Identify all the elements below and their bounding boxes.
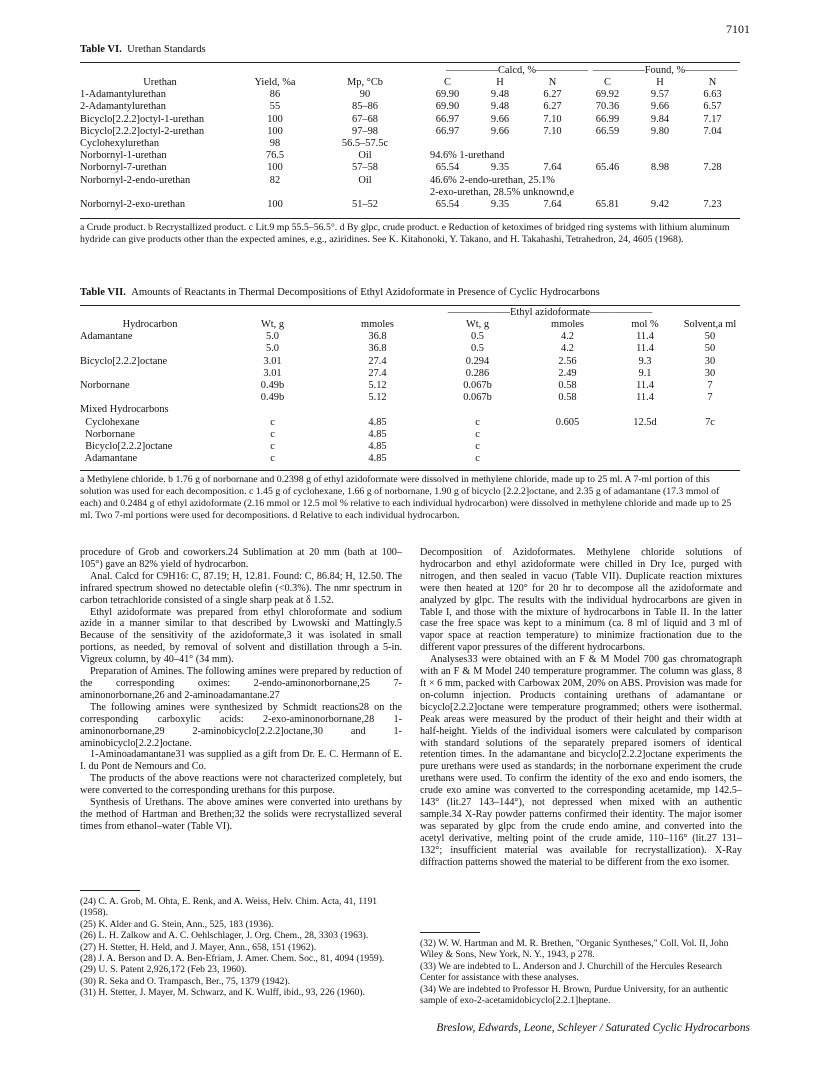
table-cell [525, 441, 610, 453]
table-cell: 27.4 [368, 355, 387, 367]
table-cell [610, 404, 680, 416]
table-cell: 55 [269, 101, 281, 113]
table-cell: 51–52 [352, 199, 378, 211]
table-cell [80, 343, 220, 355]
table-cell: 9.48 [490, 101, 510, 113]
paragraph: Anal. Calcd for C9H16: C, 87.19; H, 12.81. Found: C, 86.84; H, 12.50. The infrared spectrum showed no detectable olefin (<0.3%). The nmr spectrum in carbon tetrachloride consisted of a single sharp peak at δ 1.52. [80, 570, 402, 606]
right-references [420, 938, 742, 1006]
table-cell: Bicyclo[2.2.2]octyl-1-urethan [80, 113, 205, 125]
table-cell: 7.64 [543, 162, 562, 174]
table-cell: 4.85 [368, 428, 387, 440]
table-cell: c [270, 453, 275, 465]
table-cell: 0.605 [555, 416, 580, 428]
left-references [80, 896, 402, 999]
table-cell: Mixed Hydrocarbons [80, 404, 169, 416]
running-footer: Breslow, Edwards, Leone, Schleyer / Saturated Cyclic Hydrocarbons [436, 1022, 750, 1034]
table7-bottom-rule [80, 470, 740, 471]
table-row [80, 404, 740, 416]
table-row [80, 331, 740, 343]
table-cell: 30 [704, 355, 716, 367]
table-cell: 46.6% 2-endo-urethan, 25.1% [430, 174, 555, 186]
table-cell: 3.01 [263, 367, 282, 379]
table6-found-group: —————Found, %————— [592, 65, 738, 76]
table-cell: c [475, 416, 480, 428]
paragraph: procedure of Grob and coworkers.24 Sublimation at 20 mm (bath at 100–105°) gave an 82% yield of hydrocarbon. [80, 547, 402, 570]
table-cell: 69.90 [435, 101, 460, 113]
table-cell: 65.46 [595, 162, 620, 174]
table-cell: 66.97 [435, 113, 460, 125]
table-row [80, 101, 740, 113]
table-row [80, 199, 740, 211]
table-cell [680, 429, 740, 441]
table-cell: 9.35 [490, 199, 510, 211]
reference-item: (33) We are indebted to L. Anderson and J. Churchill of the Hercules Research Center for assistance with these analyses. [420, 960, 722, 984]
table-cell: 8.98 [650, 162, 670, 174]
table7-header-cell: Wt, g [465, 319, 490, 330]
table6-header-cell: C [444, 77, 451, 88]
table-cell: 0.58 [558, 392, 577, 404]
table7 [80, 319, 740, 465]
table7-footnote: a Methylene chloride. b 1.76 g of norbornane and 0.2398 g of ethyl azidoformate were dissolved in methylene chloride, made up to 25 ml. A 7-ml portion of this solution was used for each decomposition. c 1.45 g of cyclohexane, 1.66 g of norbornane, 1.90 g of bicyclo [2.2.2]octane, and 2.35 g of adamantane (17.3 mmol of each) and 0.2484 g of ethyl azidoformate (2.16 mmol or 12.5 mol % relative to each individual hydrocarbon) were dissolved in methylene chloride and made up to 25 ml. Two 7-ml portions were used for decompositions. d Relative to each individual hydrocarbon. [80, 474, 732, 521]
table-cell [325, 404, 430, 416]
table-cell: 100 [267, 162, 283, 174]
table-cell: 70.36 [595, 101, 620, 113]
table-cell: 5.12 [368, 380, 387, 392]
table-cell: 27.4 [368, 367, 387, 379]
table-cell: 0.286 [465, 367, 490, 379]
table-cell: 11.4 [636, 343, 654, 355]
table7-header-cell: Solvent,a ml [683, 319, 737, 330]
table6-header-cell: N [548, 77, 557, 88]
table-cell [420, 138, 475, 150]
table-cell: 90 [359, 89, 371, 101]
table6-caption [80, 44, 206, 55]
table-cell: Norbornyl-2-exo-urethan [80, 199, 186, 211]
table6-header-cell: Mp, °Cb [347, 77, 383, 88]
table-row [80, 429, 740, 441]
table7-caption-text: Amounts of Reactants in Thermal Decompositions of Ethyl Azidoformate in Presence of Cyclic Hydrocarbons [131, 287, 600, 298]
table-cell: c [475, 441, 480, 453]
table-cell: 50 [704, 331, 716, 343]
table-cell: 57–58 [352, 162, 378, 174]
table7-header-cell: mmoles [551, 319, 584, 330]
table-cell: 82 [269, 174, 281, 186]
table-cell [610, 441, 680, 453]
table-cell: 9.42 [650, 199, 670, 211]
table-cell: 5.0 [266, 331, 279, 343]
paragraph: Synthesis of Urethans. The above amines were converted into urethans by the method of Hartman and Brethen;32 the solids were recrystallized several times from ethanol–water (Table VI). [80, 797, 402, 832]
table6 [80, 77, 740, 211]
table-cell: 69.92 [595, 89, 620, 101]
table-cell: 66.97 [435, 125, 460, 137]
table7-body [80, 331, 740, 465]
table-cell: Bicyclo[2.2.2]octyl-2-urethan [80, 125, 205, 137]
table-cell: c [475, 453, 480, 465]
table-cell [430, 404, 525, 416]
table-cell [685, 138, 740, 150]
table-cell: 5.12 [368, 392, 387, 404]
table-cell: Oil [358, 150, 372, 162]
table-cell: Adamantane [80, 453, 138, 465]
table-cell [680, 453, 740, 465]
table-cell [525, 429, 610, 441]
table-cell: 9.66 [650, 101, 670, 113]
table-cell: 9.57 [650, 89, 670, 101]
table6-caption-label: Table VI. [80, 44, 122, 55]
reference-item: (28) J. A. Berson and D. A. Ben-Efriam, J. Amer. Chem. Soc., 81, 4094 (1959). [80, 953, 385, 965]
table-row [80, 162, 740, 174]
right-refs-rule [420, 932, 480, 933]
table-cell: 12.5d [633, 416, 657, 428]
table6-top-rule [80, 62, 740, 63]
table-cell: 2-Adamantylurethan [80, 101, 166, 113]
table-cell: 6.27 [543, 89, 562, 101]
table-cell: 9.35 [490, 162, 510, 174]
reference-item: (31) H. Stetter, J. Mayer, M. Schwarz, and K. Wulff, ibid., 93, 226 (1960). [80, 987, 365, 999]
table-cell: Adamantane [80, 331, 133, 343]
table-cell: Norbornane [80, 380, 130, 392]
paragraph: The products of the above reactions were not characterized completely, but were converted to the corresponding urethans for this purpose. [80, 773, 402, 797]
table-cell: 0.294 [465, 355, 490, 367]
table-cell: 7.28 [703, 162, 722, 174]
table6-header-cell: C [604, 77, 611, 88]
reference-item: (29) U. S. Patent 2,926,172 (Feb 23, 1960). [80, 964, 247, 976]
paragraph: Ethyl azidoformate was prepared from ethyl chloroformate and sodium azide in a manner similar to that described by Lwowski and Mattingly.5 Because of the sensitivity of the azidoformate,3 it was isolated in small portions, as needed, by removal of solvent and distillation through a 5-in. Vigreux column, by 40–41° (34 mm). [80, 606, 402, 666]
table-cell: c [475, 428, 480, 440]
table-row [80, 441, 740, 453]
table-cell [580, 138, 635, 150]
table-cell: 9.84 [650, 113, 670, 125]
table-cell: 1-Adamantylurethan [80, 89, 166, 101]
table-cell: 11.4 [636, 331, 654, 343]
table-cell: 0.49b [260, 380, 285, 392]
table-cell: 7.23 [703, 199, 722, 211]
table6-header-cell: N [708, 77, 717, 88]
table-cell [80, 392, 220, 404]
table-cell: 65.54 [435, 199, 460, 211]
table-cell: 6.63 [703, 89, 722, 101]
table-cell: Bicyclo[2.2.2]octane [80, 355, 168, 367]
table-cell: 9.80 [650, 125, 670, 137]
table-row [80, 187, 740, 199]
table-cell: 0.5 [471, 343, 484, 355]
table-cell: 11.4 [636, 392, 654, 404]
reference-item: (26) L. H. Zalkow and A. C. Oehlschlager, J. Org. Chem., 28, 3303 (1963). [80, 930, 369, 942]
right-column-text [420, 547, 742, 868]
table-cell [80, 368, 220, 380]
table6-caption-text: Urethan Standards [127, 44, 206, 55]
table-cell: 30 [704, 367, 716, 379]
table-cell: 4.2 [561, 331, 574, 343]
table-cell [310, 187, 420, 199]
table-cell [610, 429, 680, 441]
table-cell: 65.54 [435, 162, 460, 174]
table7-header-cell: Wt, g [260, 319, 285, 330]
table-cell [680, 404, 740, 416]
table-cell: 98 [269, 138, 281, 150]
table-cell [525, 453, 610, 465]
table-cell [475, 138, 525, 150]
paragraph: Analyses33 were obtained with an F & M Model 700 gas chromatograph with an F & M Model 240 temperature programmer. The column was glass, 8 ft × 6 mm, packed with Carbowax 20M, 20% on ABS. Provision was made for on-column injection. Products containing urethans of adamantane or bicyclo[2.2.2]octane were temperature programmed; others were isothermal. Peak areas were measured by the product of their height and their width at half-height. Yields of the individual isomers were calculated by comparison with standard solutions of the separately prepared isomers of identical retention times. In the adamantane and bicyclo[2.2.2]octane experiments the pure urethans were used as standards; in the norbornane experiment the crude urethans were used. To confirm the identity of the exo and endo isomers, the crude exo amine was converted to the corresponding acetamide, mp 142.5–143° (lit.27 143–144°), not depressed when mixed with an authentic sample.34 X-Ray powder patterns confirmed their identity. The major isomer was separated by glpc from the crude endo amine, and converted into the acetyl derivative, melting point of the crude amide, 110–116° (lit.27 131–132°; insufficient material was available for recrystallization). X-Ray diffraction patterns showed the material to be different from the exo isomer. [420, 654, 742, 868]
table-row [80, 150, 740, 162]
reference-item: (24) C. A. Grob, M. Ohta, E. Renk, and A. Weiss, Helv. Chim. Acta, 41, 1191 (1958). [80, 896, 378, 919]
table6-header-cell: H [496, 77, 504, 88]
table-cell: 9.1 [638, 367, 652, 379]
table-row [80, 89, 740, 101]
table-cell: 0.49b [260, 392, 285, 404]
table-cell: Cyclohexane [80, 416, 140, 428]
table-cell: 86 [269, 89, 281, 101]
table-cell: 7.04 [703, 125, 722, 137]
table-cell [610, 453, 680, 465]
table-cell: 0.5 [471, 331, 484, 343]
table-cell: 4.2 [561, 343, 574, 355]
table7-header-cell: Hydrocarbon [122, 319, 178, 330]
table-cell: 97–98 [352, 125, 378, 137]
paragraph: The following amines were synthesized by Schmidt reactions28 on the corresponding carboxylic acids: 2-exo-aminonorbornane,28 1-aminonorbornane,29 2-aminobicyclo[2.2.2]octane,30 and 1-aminobicyclo[2.2.2]octane. [80, 701, 402, 749]
table-cell: 7 [707, 392, 713, 404]
table-cell: 11.4 [636, 380, 654, 392]
reference-item: (34) We are indebted to Professor H. Brown, Purdue University, for an authentic sample of exo-2-acetamidobicyclo[2.2.1]heptane. [420, 983, 729, 1007]
table-cell: 4.85 [368, 453, 387, 465]
table-row [80, 114, 740, 126]
table6-bottom-rule [80, 218, 740, 219]
table-cell [635, 138, 685, 150]
table7-header-cell: mol % [631, 319, 659, 330]
table6-header-cell: H [656, 77, 664, 88]
paragraph: Decomposition of Azidoformates. Methylene chloride solutions of hydrocarbon and ethyl azidoformate were chilled in Dry Ice, purged with nitrogen, and then sealed in vacuo (Table VII). Duplicate reaction mixtures were then heated at 120° for 20 hr to decompose all the azidoformate and analyzed by glpc. The results with the individual hydrocarbons are given in Table I, and those with the mixture of hydrocarbons in Table II. In the latter case the free space was kept to a minimum (ca. 8 ml of liquid and 3 ml of vapor space at reaction temperature) to minimize fractionation due to the different vapor pressures of the different hydrocarbons. [420, 547, 742, 654]
table-cell: Norbornane [80, 428, 135, 440]
table-cell: Norbornyl-7-urethan [80, 162, 167, 174]
table-cell: 6.57 [703, 101, 722, 113]
table-cell [240, 187, 310, 199]
table-cell: 4.85 [368, 441, 387, 453]
table-cell: 76.5 [265, 150, 285, 162]
table-cell: 5.0 [266, 343, 279, 355]
table-cell: 0.067b [463, 380, 492, 392]
table-row [80, 175, 740, 187]
table-cell: 56.5–57.5c [341, 138, 389, 150]
table-row [80, 453, 740, 465]
table-cell [525, 404, 610, 416]
table-cell: 100 [267, 199, 283, 211]
table-cell: 85–86 [352, 101, 378, 113]
table-cell: 2-exo-urethan, 28.5% unknownd,e [430, 186, 574, 198]
left-refs-rule [80, 890, 140, 891]
table-cell: c [270, 441, 275, 453]
reference-item: (25) K. Alder and G. Stein, Ann., 525, 183 (1936). [80, 918, 274, 930]
table-cell [80, 187, 240, 199]
reference-item: (27) H. Stetter, H. Held, and J. Mayer, Ann., 658, 151 (1962). [80, 941, 317, 953]
table-cell: 9.3 [638, 355, 652, 367]
table-cell: 2.49 [558, 367, 577, 379]
table-row [80, 343, 740, 355]
table-cell: 9.66 [490, 113, 510, 125]
table-cell: Bicyclo[2.2.2]octane [80, 441, 173, 453]
table-cell: 7.17 [703, 113, 722, 125]
table-cell: 66.99 [595, 113, 620, 125]
table-cell: c [270, 416, 275, 428]
table-cell: 7c [705, 416, 715, 428]
table-cell: 0.58 [558, 380, 577, 392]
table7-top-rule [80, 305, 740, 306]
table-cell: 67–68 [352, 113, 378, 125]
table6-header [80, 77, 740, 89]
table-cell [680, 441, 740, 453]
table-cell: Oil [358, 174, 372, 186]
table-cell: 4.85 [368, 416, 387, 428]
table-cell: 94.6% 1-urethand [430, 150, 505, 162]
table-cell: 3.01 [263, 355, 282, 367]
table-cell: 100 [267, 113, 283, 125]
table6-header-cell: Urethan [143, 77, 177, 88]
table-row [80, 380, 740, 392]
table-cell: 7.10 [543, 125, 562, 137]
table-cell: Norbornyl-2-endo-urethan [80, 174, 191, 186]
table-cell: 7 [707, 380, 713, 392]
table6-header-cell: Yield, %a [254, 77, 296, 88]
table-cell: c [270, 428, 275, 440]
table-cell: Cyclohexylurethan [80, 138, 160, 150]
table-row [80, 392, 740, 404]
table-cell: 36.8 [368, 343, 387, 355]
table-cell: 100 [267, 125, 283, 137]
table-cell: 7.64 [543, 199, 562, 211]
table6-footnote: a Crude product. b Recrystallized product. c Lit.9 mp 55.5–56.5°. d By glpc, crude product. e Reduction of ketoximes of bridged ring systems with lithium aluminum hydride can give products other than the expected amines, e.g., aziridines. See K. Kitahonoki, Y. Takano, and H. Takahashi, Tetrahedron, 24, 4605 (1968). [80, 222, 730, 245]
table6-body [80, 89, 740, 211]
table7-caption [80, 287, 600, 298]
table-cell: 2.56 [558, 355, 577, 367]
table-cell: 9.66 [490, 125, 510, 137]
table-cell [220, 404, 325, 416]
table-cell: Norbornyl-1-urethan [80, 150, 167, 162]
table-row [80, 138, 740, 150]
table6-calcd-group: —————Calcd, %————— [446, 65, 588, 76]
table-cell: 50 [704, 343, 716, 355]
table-cell: 65.81 [595, 199, 620, 211]
table-row [80, 126, 740, 138]
page-number: 7101 [726, 22, 750, 36]
table-cell: 7.10 [543, 113, 562, 125]
reference-item: (32) W. W. Hartman and M. R. Brethen, "Organic Syntheses," Coll. Vol. II, John Wiley & Sons, New York, N. Y., 1943, p 278. [420, 938, 729, 961]
table7-header [80, 319, 740, 331]
table7-caption-label: Table VII. [80, 287, 126, 298]
table-cell: 69.90 [435, 89, 460, 101]
table-cell: 9.48 [490, 89, 510, 101]
table-row [80, 368, 740, 380]
paragraph: Preparation of Amines. The following amines were prepared by reduction of the corresponding oximes: 2-endo-aminonorbornane,25 7-aminonorbornane,26 and 2-aminoadamantane.27 [80, 666, 402, 701]
table7-header-cell: mmoles [361, 319, 394, 330]
table-cell [525, 138, 580, 150]
table-row [80, 417, 740, 429]
table-cell: 6.27 [543, 101, 562, 113]
table-cell: 66.59 [595, 125, 620, 137]
paragraph: 1-Aminoadamantane31 was supplied as a gift from Dr. E. C. Hermann of E. I. du Pont de Nemours and Co. [80, 749, 402, 773]
table7-azido-group: ——————Ethyl azidoformate—————— [447, 307, 653, 318]
left-column-text [80, 547, 402, 833]
reference-item: (30) R. Seka and O. Trampasch, Ber., 75, 1379 (1942). [80, 975, 290, 987]
table-row [80, 356, 740, 368]
table-cell: 36.8 [368, 331, 387, 343]
table-cell: 0.067b [463, 392, 492, 404]
